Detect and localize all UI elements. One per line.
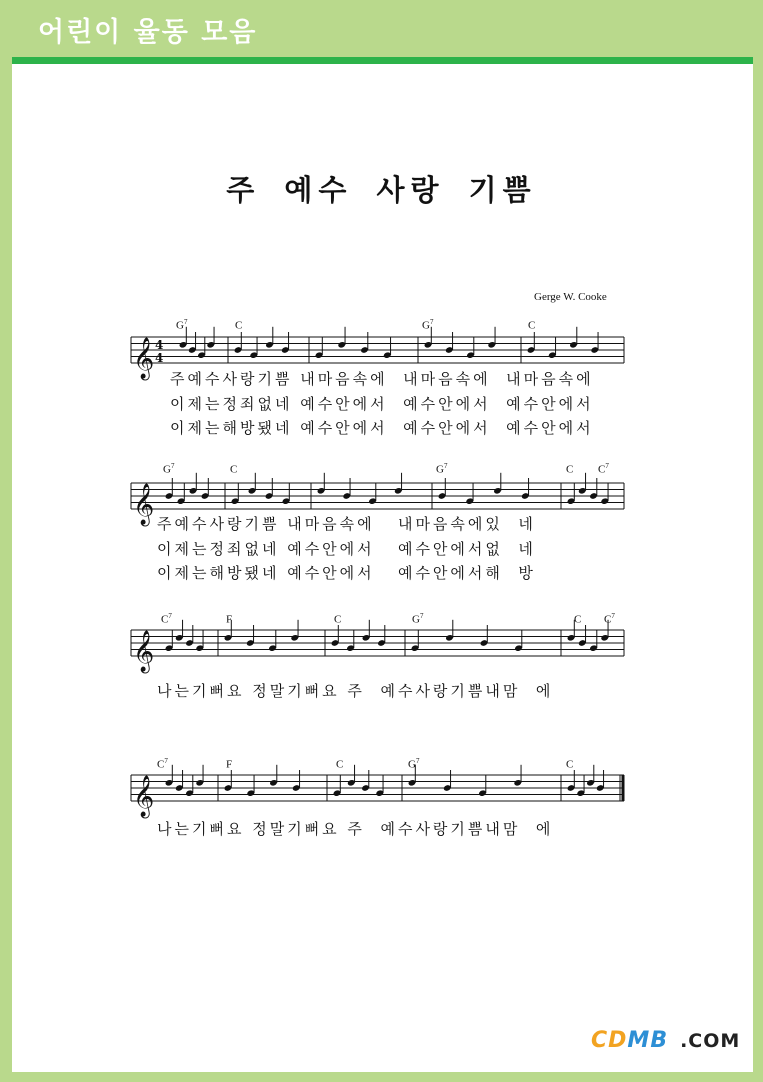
header-title: 어린이 율동 모음 bbox=[38, 17, 258, 48]
chord-symbol bbox=[408, 757, 419, 771]
chord-root: G bbox=[408, 758, 416, 771]
chord-root: C bbox=[235, 319, 243, 332]
chord-symbol bbox=[235, 318, 242, 332]
chord-extension: 7 bbox=[170, 462, 175, 470]
chord-symbol bbox=[157, 757, 168, 771]
chord-symbol bbox=[230, 462, 237, 476]
lyric-line: 나는기뻐요 정말기뻐요 주 예수사랑기쁨내맘 에 bbox=[157, 682, 554, 700]
chord-symbol bbox=[422, 318, 433, 332]
chord-root: C bbox=[528, 319, 536, 332]
treble-clef-icon: 𝄞 bbox=[133, 631, 155, 672]
lyric-line: 주예수사랑기쁨 내마음속에 내마음속에 내마음속에 bbox=[170, 370, 594, 388]
chord-extension: 7 bbox=[415, 757, 420, 765]
chord-root: C bbox=[566, 463, 574, 476]
chord-root: C bbox=[336, 758, 344, 771]
chord-root: C bbox=[334, 613, 342, 626]
chord-root: F bbox=[226, 758, 233, 771]
chord-symbol bbox=[176, 318, 187, 332]
chord-extension: 7 bbox=[611, 612, 615, 620]
chord-symbol bbox=[161, 612, 172, 626]
chord-symbol bbox=[566, 462, 573, 476]
chord-symbol bbox=[163, 462, 174, 476]
chord-root: F bbox=[226, 613, 233, 626]
chord-root: G bbox=[176, 319, 184, 332]
chord-symbol bbox=[226, 612, 232, 626]
chord-root: G bbox=[412, 613, 420, 626]
composer-credit: Gerge W. Cooke bbox=[534, 291, 607, 303]
logo-part-com: .COM bbox=[680, 1030, 741, 1052]
chord-extension: 7 bbox=[605, 462, 609, 470]
chord-extension: 7 bbox=[443, 462, 448, 470]
chord-symbol bbox=[574, 612, 581, 626]
chord-extension: 7 bbox=[168, 612, 172, 620]
lyric-line: 이제는해방됐네 예수안에서 예수안에서 예수안에서 bbox=[170, 419, 594, 437]
logo-part-mb: MB bbox=[627, 1028, 669, 1053]
chord-root: C bbox=[598, 463, 606, 476]
chord-root: G bbox=[163, 463, 171, 476]
chord-symbol bbox=[604, 612, 615, 626]
chord-symbol bbox=[336, 757, 343, 771]
lyric-line: 주예수사랑기쁨 내마음속에 내마음속에있 네 bbox=[157, 515, 536, 533]
treble-clef-icon: 𝄞 bbox=[133, 776, 155, 817]
chord-root: C bbox=[157, 758, 165, 771]
logo-part-cd: CD bbox=[591, 1028, 628, 1053]
chord-extension: 7 bbox=[429, 318, 434, 326]
chord-symbol bbox=[334, 612, 341, 626]
treble-clef-icon: 𝄞 bbox=[133, 484, 155, 525]
time-signature: 4 bbox=[155, 338, 164, 352]
lyric-line: 이제는정죄없네 예수안에서 예수안에서없 네 bbox=[157, 540, 536, 558]
chord-symbol bbox=[528, 318, 535, 332]
chord-extension: 7 bbox=[183, 318, 188, 326]
chord-root: C bbox=[604, 613, 612, 626]
chord-root: C bbox=[574, 613, 582, 626]
song-title: 주 예수 사랑 기쁨 bbox=[226, 173, 537, 207]
chord-root: G bbox=[422, 319, 430, 332]
chord-symbol bbox=[566, 757, 573, 771]
lyric-line: 나는기뻐요 정말기뻐요 주 예수사랑기쁨내맘 에 bbox=[157, 820, 554, 838]
lyric-line: 이제는정죄없네 예수안에서 예수안에서 예수안에서 bbox=[170, 395, 594, 413]
chord-root: G bbox=[436, 463, 444, 476]
chord-symbol bbox=[226, 757, 232, 771]
chord-extension: 7 bbox=[164, 757, 168, 765]
time-signature: 4 bbox=[155, 351, 164, 365]
chord-root: C bbox=[161, 613, 169, 626]
chord-root: C bbox=[230, 463, 238, 476]
chord-symbol bbox=[436, 462, 447, 476]
chord-symbol bbox=[598, 462, 609, 476]
chord-symbol bbox=[412, 612, 423, 626]
chord-extension: 7 bbox=[419, 612, 424, 620]
chord-root: C bbox=[566, 758, 574, 771]
lyric-line: 이제는해방됐네 예수안에서 예수안에서해 방 bbox=[157, 564, 536, 582]
treble-clef-icon: 𝄞 bbox=[133, 338, 155, 379]
cdmb-logo[interactable] bbox=[591, 1028, 740, 1053]
